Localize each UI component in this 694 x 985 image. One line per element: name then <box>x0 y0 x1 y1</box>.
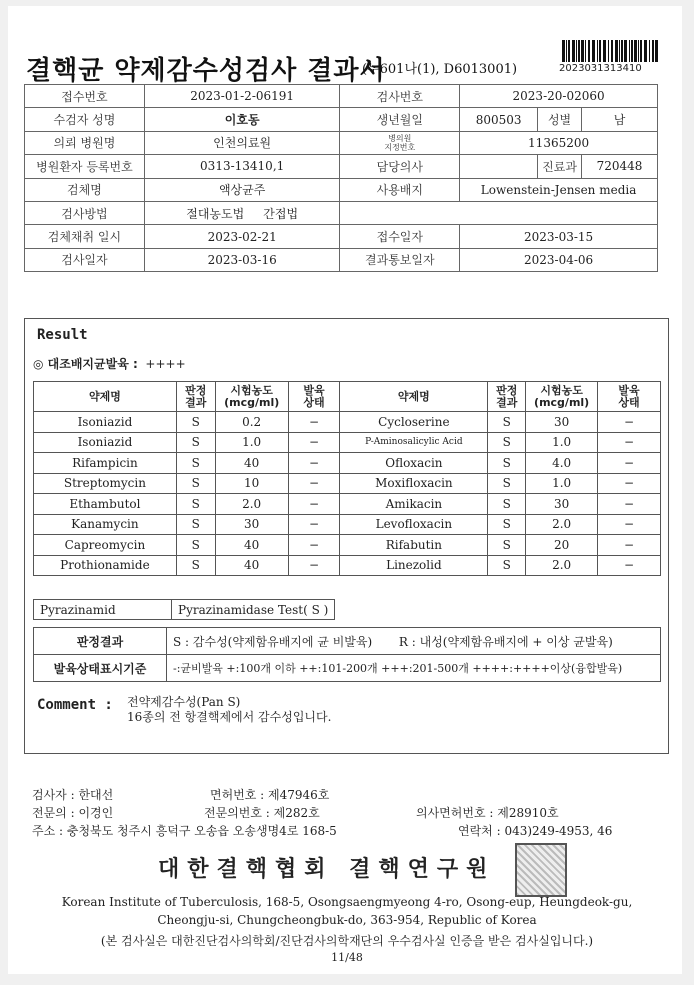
test-no-label: 검사번호 <box>340 85 460 108</box>
drug-name: Prothionamide <box>34 555 177 576</box>
doctor-name <box>460 155 538 178</box>
comment-label: Comment : <box>37 697 113 713</box>
address-line-1: Korean Institute of Tuberculosis, 168-5, Osongsaengmyeong 4-ro, Osong-eup, Heungdeok-gu, <box>61 895 633 909</box>
name-label: 수검자 성명 <box>25 108 145 131</box>
patient-reg-label: 병원환자 등록번호 <box>25 155 145 178</box>
judge-result: S <box>176 555 215 576</box>
pyrazinamid-label: Pyrazinamid <box>34 600 172 620</box>
test-concentration: 30 <box>526 494 598 515</box>
judge-result: S <box>488 535 526 556</box>
growth-legend: -:균비발육 +:100개 이하 ++:101-200개 +++:201-500개 ++++:++++이상(융합발육) <box>167 655 661 682</box>
receive-date: 2023-03-15 <box>460 225 658 248</box>
growth-status: − <box>288 494 340 515</box>
test-concentration: 2.0 <box>215 494 288 515</box>
judge-result: S <box>488 412 526 433</box>
report-date: 2023-04-06 <box>460 248 658 271</box>
growth-status: − <box>288 514 340 535</box>
judge-header: 판정 결과 <box>176 382 215 412</box>
judge-result: S <box>176 412 215 433</box>
drug-name: Isoniazid <box>34 432 177 453</box>
dept-label: 진료과 <box>538 155 582 178</box>
judge-result: S <box>488 473 526 494</box>
drug-header: 약제명 <box>34 382 177 412</box>
drug-name: Cycloserine <box>340 412 488 433</box>
birth-date: 800503 <box>460 108 538 131</box>
growth-status: − <box>598 432 661 453</box>
test-concentration: 2.0 <box>526 555 598 576</box>
drug-name: Ethambutol <box>34 494 177 515</box>
judge-legend: S : 감수성(약제함유배지에 균 비발육) R : 내성(약제함유배지에 + 이상 균발육) <box>167 628 661 655</box>
hospital-name: 인천의료원 <box>144 131 340 154</box>
address-line-2: Cheongju-si, Chungcheongbuk-do, 363-954, Republic of Korea <box>157 913 537 927</box>
judge-legend-label: 판정결과 <box>34 628 167 655</box>
table-row <box>34 412 661 433</box>
test-date-label: 검사일자 <box>25 248 145 271</box>
growth-header: 발육 상태 <box>288 382 340 412</box>
medium: Lowenstein-Jensen media <box>460 178 658 201</box>
judge-result: S <box>176 535 215 556</box>
judge-result: S <box>176 453 215 474</box>
receipt-no: 2023-01-2-06191 <box>144 85 340 108</box>
conc-header: 시험농도 (mcg/ml) <box>215 382 288 412</box>
specimen: 액상균주 <box>144 178 340 201</box>
drug-name: Isoniazid <box>34 412 177 433</box>
control-growth: ◎ 대조배지균발육 : ++++ <box>33 357 186 371</box>
growth-status: − <box>598 473 661 494</box>
specimen-label: 검체명 <box>25 178 145 201</box>
judge-result: S <box>488 555 526 576</box>
table-row <box>34 453 661 474</box>
drug-table <box>33 381 661 576</box>
judge-result: S <box>176 473 215 494</box>
test-concentration: 40 <box>215 453 288 474</box>
footer-line-1: 검사자 : 한대선 면허번호 : 제47946호 <box>32 788 330 802</box>
growth-status: − <box>288 473 340 494</box>
judge-result: S <box>488 514 526 535</box>
judge-result: S <box>176 514 215 535</box>
certification-note: (본 검사실은 대한진단검사의학회/진단검사의학재단의 우수검사실 인증을 받은 검사실입니다.) <box>100 934 594 948</box>
patient-reg-no: 0313-13410,1 <box>144 155 340 178</box>
table-row <box>34 473 661 494</box>
table-row <box>34 535 661 556</box>
judge-header: 판정 결과 <box>488 382 526 412</box>
method-empty <box>340 201 658 224</box>
judge-result: S <box>176 494 215 515</box>
judge-result: S <box>488 494 526 515</box>
report-code: (누601나(1), D6013001) <box>362 62 518 77</box>
table-row <box>34 432 661 453</box>
growth-status: − <box>288 432 340 453</box>
collect-date: 2023-02-21 <box>144 225 340 248</box>
receipt-no-label: 접수번호 <box>25 85 145 108</box>
test-concentration: 40 <box>215 535 288 556</box>
pyrazinamid-value: Pyrazinamidase Test( S ) <box>172 600 335 620</box>
growth-status: − <box>598 412 661 433</box>
hospital-code: 11365200 <box>460 131 658 154</box>
growth-legend-label: 발육상태표시기준 <box>34 655 167 682</box>
drug-name: Moxifloxacin <box>340 473 488 494</box>
test-concentration: 1.0 <box>526 473 598 494</box>
growth-status: − <box>288 412 340 433</box>
hospital-code-label: 병의원 지정번호 <box>340 131 460 154</box>
growth-status: − <box>288 555 340 576</box>
drug-name: Streptomycin <box>34 473 177 494</box>
test-concentration: 20 <box>526 535 598 556</box>
table-row <box>34 494 661 515</box>
pyrazinamid-table <box>33 599 335 620</box>
drug-name: Capreomycin <box>34 535 177 556</box>
test-concentration: 30 <box>215 514 288 535</box>
test-concentration: 30 <box>526 412 598 433</box>
drug-name: Levofloxacin <box>340 514 488 535</box>
judge-result: S <box>488 453 526 474</box>
test-concentration: 0.2 <box>215 412 288 433</box>
result-title: Result <box>37 327 88 343</box>
test-concentration: 40 <box>215 555 288 576</box>
drug-name: Rifampicin <box>34 453 177 474</box>
growth-status: − <box>598 453 661 474</box>
doctor-label: 담당의사 <box>340 155 460 178</box>
growth-status: − <box>598 494 661 515</box>
result-box <box>24 318 669 754</box>
barcode-number: 2023031313410 <box>559 63 642 74</box>
test-no: 2023-20-02060 <box>460 85 658 108</box>
growth-status: − <box>288 535 340 556</box>
sex: 남 <box>582 108 658 131</box>
method: 절대농도법 간접법 <box>144 201 340 224</box>
page-number: 11/48 <box>331 951 363 964</box>
patient-name: 이호동 <box>144 108 340 131</box>
growth-status: − <box>288 453 340 474</box>
report-date-label: 결과통보일자 <box>340 248 460 271</box>
patient-info-table <box>24 84 658 272</box>
test-date: 2023-03-16 <box>144 248 340 271</box>
judge-result: S <box>488 432 526 453</box>
growth-header: 발육 상태 <box>598 382 661 412</box>
method-label: 검사방법 <box>25 201 145 224</box>
test-concentration: 10 <box>215 473 288 494</box>
birth-label: 생년월일 <box>340 108 460 131</box>
test-concentration: 2.0 <box>526 514 598 535</box>
drug-header: 약제명 <box>340 382 488 412</box>
test-concentration: 4.0 <box>526 453 598 474</box>
collect-label: 검체채취 일시 <box>25 225 145 248</box>
medium-label: 사용배지 <box>340 178 460 201</box>
barcode <box>562 40 658 62</box>
dept: 720448 <box>582 155 658 178</box>
drug-name: P-Aminosalicylic Acid <box>340 432 488 453</box>
sex-label: 성별 <box>538 108 582 131</box>
organization-name: 대한결핵협회 결핵연구원 <box>158 857 496 882</box>
drug-name: Kanamycin <box>34 514 177 535</box>
drug-name: Ofloxacin <box>340 453 488 474</box>
hospital-label: 의뢰 병원명 <box>25 131 145 154</box>
report-title: 결핵균 약제감수성검사 결과서 <box>26 56 386 86</box>
test-concentration: 1.0 <box>215 432 288 453</box>
receive-label: 접수일자 <box>340 225 460 248</box>
footer-line-3: 주소 : 충청북도 청주시 흥덕구 오송읍 오송생명4로 168-5 연락처 : 043)249-4953, 46 <box>32 824 613 838</box>
test-concentration: 1.0 <box>526 432 598 453</box>
judge-result: S <box>176 432 215 453</box>
table-row <box>34 514 661 535</box>
growth-status: − <box>598 514 661 535</box>
table-row <box>34 555 661 576</box>
drug-name: Rifabutin <box>340 535 488 556</box>
growth-status: − <box>598 535 661 556</box>
comment-text: 전약제감수성(Pan S) 16종의 전 항결핵제에서 감수성입니다. <box>127 695 332 724</box>
conc-header: 시험농도 (mcg/ml) <box>526 382 598 412</box>
footer-line-2: 전문의 : 이경인 전문의번호 : 제282호 의사면허번호 : 제28910호 <box>32 806 559 820</box>
official-seal <box>515 843 567 897</box>
drug-name: Linezolid <box>340 555 488 576</box>
legend-table <box>33 627 661 682</box>
drug-name: Amikacin <box>340 494 488 515</box>
growth-status: − <box>598 555 661 576</box>
